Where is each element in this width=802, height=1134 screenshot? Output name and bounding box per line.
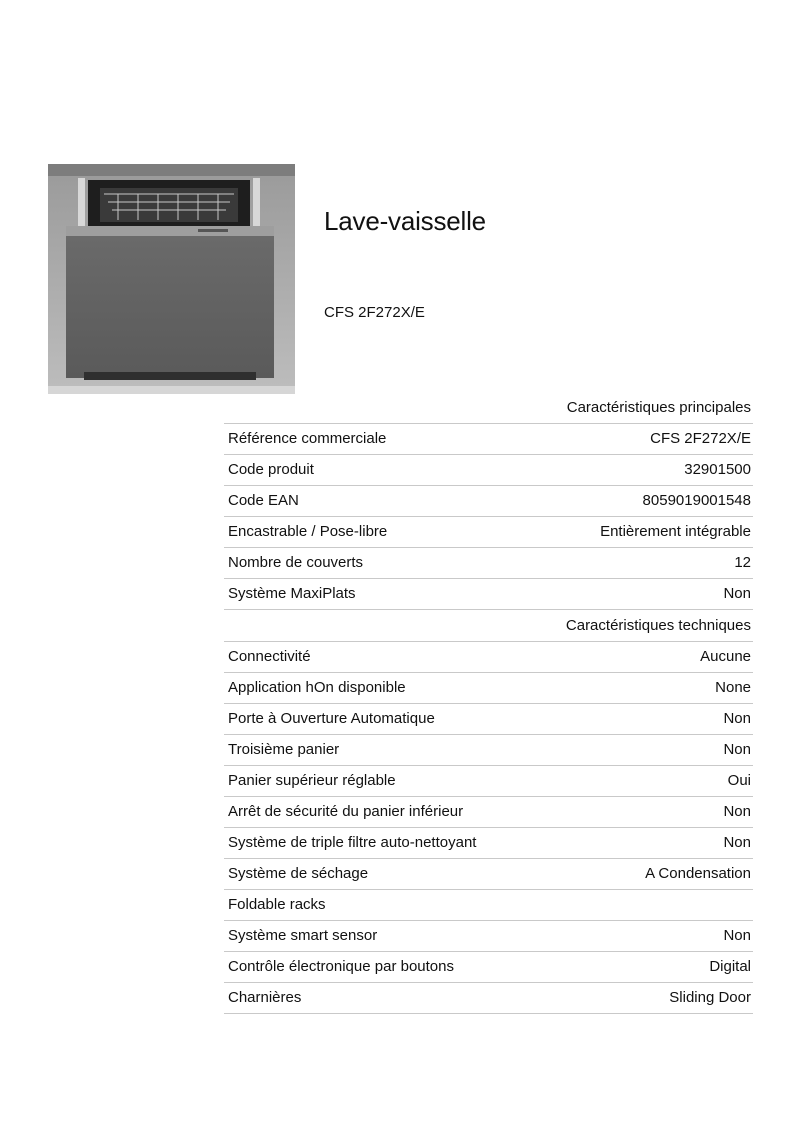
section-title: Caractéristiques techniques bbox=[565, 617, 751, 634]
table-row bbox=[224, 424, 753, 455]
row-value: Non bbox=[723, 927, 751, 944]
table-row bbox=[224, 859, 753, 890]
row-value: Non bbox=[723, 803, 751, 820]
row-value: 32901500 bbox=[684, 461, 751, 478]
section-heading-main bbox=[224, 392, 753, 424]
table-row bbox=[224, 828, 753, 859]
table-row bbox=[224, 673, 753, 704]
row-value: 12 bbox=[734, 554, 751, 571]
row-value: 8059019001548 bbox=[642, 492, 751, 509]
table-row bbox=[224, 766, 753, 797]
row-value: Aucune bbox=[700, 648, 751, 665]
spec-table bbox=[224, 392, 753, 1014]
product-image bbox=[48, 164, 295, 394]
row-value: Non bbox=[723, 585, 751, 602]
table-row bbox=[224, 486, 753, 517]
row-label: Application hOn disponible bbox=[228, 679, 406, 696]
row-value: Sliding Door bbox=[669, 989, 751, 1006]
product-model: CFS 2F272X/E bbox=[324, 304, 425, 321]
row-value: Entièrement intégrable bbox=[600, 523, 751, 540]
table-row bbox=[224, 642, 753, 673]
row-value: Oui bbox=[727, 772, 751, 789]
row-label: Contrôle électronique par boutons bbox=[228, 958, 454, 975]
product-title: Lave-vaisselle bbox=[324, 206, 486, 236]
row-value: None bbox=[715, 679, 751, 696]
row-label: Nombre de couverts bbox=[228, 554, 364, 571]
row-label: Troisième panier bbox=[228, 741, 340, 758]
row-label: Arrêt de sécurité du panier inférieur bbox=[228, 803, 464, 820]
table-row bbox=[224, 890, 753, 921]
row-value: CFS 2F272X/E bbox=[650, 430, 751, 447]
row-label: Panier supérieur réglable bbox=[228, 772, 396, 789]
row-value: A Condensation bbox=[645, 865, 751, 882]
section-heading-technical bbox=[224, 610, 753, 642]
table-row bbox=[224, 517, 753, 548]
table-row bbox=[224, 704, 753, 735]
row-label: Code produit bbox=[228, 461, 314, 478]
row-label: Encastrable / Pose-libre bbox=[228, 523, 388, 540]
row-label: Foldable racks bbox=[228, 896, 326, 913]
row-label: Système de triple filtre auto-nettoyant bbox=[228, 834, 477, 851]
table-row bbox=[224, 735, 753, 766]
table-row bbox=[224, 983, 753, 1014]
row-label: Connectivité bbox=[228, 648, 311, 665]
row-label: Système MaxiPlats bbox=[228, 585, 356, 602]
row-value: Non bbox=[723, 710, 751, 727]
row-label: Porte à Ouverture Automatique bbox=[228, 710, 435, 727]
table-row bbox=[224, 952, 753, 983]
row-label: Système de séchage bbox=[228, 865, 369, 882]
table-row bbox=[224, 548, 753, 579]
table-row bbox=[224, 455, 753, 486]
row-value: Non bbox=[723, 834, 751, 851]
row-label: Référence commerciale bbox=[228, 430, 387, 447]
section-title: Caractéristiques principales bbox=[566, 399, 751, 416]
table-row bbox=[224, 921, 753, 952]
row-label: Système smart sensor bbox=[228, 927, 378, 944]
row-label: Code EAN bbox=[228, 492, 299, 509]
table-row bbox=[224, 797, 753, 828]
row-value: Non bbox=[723, 741, 751, 758]
row-value: Digital bbox=[709, 958, 751, 975]
dishwasher-photo bbox=[48, 164, 295, 394]
row-label: Charnières bbox=[228, 989, 302, 1006]
table-row bbox=[224, 579, 753, 610]
